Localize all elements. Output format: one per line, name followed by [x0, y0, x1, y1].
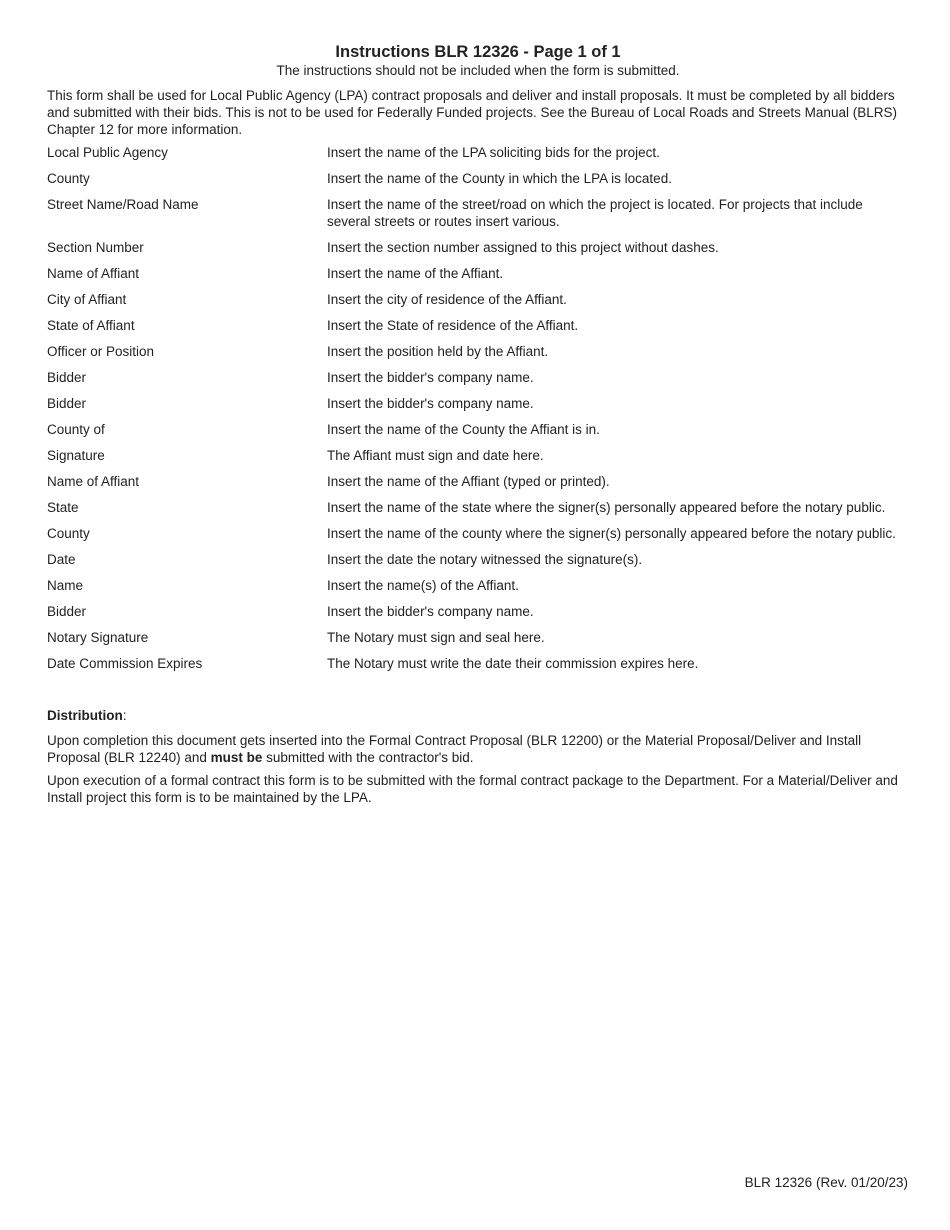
form-revision-footer: BLR 12326 (Rev. 01/20/23)	[744, 1175, 908, 1190]
field-description: Insert the city of residence of the Affiant.	[327, 292, 567, 307]
field-label: State	[47, 500, 79, 515]
field-label: Section Number	[47, 240, 144, 255]
field-instructions-list	[47, 144, 909, 672]
field-label: Name of Affiant	[47, 266, 140, 281]
instructions-page	[47, 42, 909, 812]
field-description: Insert the name of the county where the signer(s) personally appeared before the notary public.	[327, 526, 896, 541]
distribution-paragraph-1	[47, 732, 909, 766]
field-label: Bidder	[47, 370, 87, 385]
field-label: County	[47, 171, 90, 186]
field-description: Insert the bidder's company name.	[327, 370, 534, 385]
field-description: Insert the name of the Affiant.	[327, 266, 504, 281]
field-description: Insert the bidder's company name.	[327, 604, 534, 619]
field-row	[47, 343, 909, 360]
field-label: County of	[47, 422, 105, 437]
field-row	[47, 473, 909, 490]
intro-paragraph: This form shall be used for Local Public Agency (LPA) contract proposals and deliver and install proposals. It must be completed by all bidders and submitted with their bids. This is not to be used for Federally Funded projects. See the Bureau of Local Roads and Streets Manual (BLRS) Chapter 12 for more information.	[47, 88, 897, 137]
field-description: Insert the name of the street/road on which the project is located. For projects that include several streets or routes insert various.	[327, 197, 863, 229]
field-row	[47, 655, 909, 672]
field-row	[47, 144, 909, 161]
field-label: Date	[47, 552, 76, 567]
field-label: Name	[47, 578, 84, 593]
field-row	[47, 551, 909, 568]
field-description: Insert the name of the Affiant (typed or printed).	[327, 474, 610, 489]
field-row	[47, 265, 909, 282]
field-description: Insert the position held by the Affiant.	[327, 344, 549, 359]
field-row	[47, 239, 909, 256]
page-title: Instructions BLR 12326 - Page 1 of 1	[335, 43, 621, 61]
field-label: City of Affiant	[47, 292, 127, 307]
field-label: Name of Affiant	[47, 474, 140, 489]
distribution-heading	[47, 707, 909, 724]
field-row	[47, 395, 909, 412]
field-description: Insert the name of the County in which the LPA is located.	[327, 171, 672, 186]
field-row	[47, 629, 909, 646]
distribution-heading-colon: :	[122, 708, 127, 723]
field-row	[47, 525, 909, 542]
field-row	[47, 170, 909, 187]
field-row	[47, 369, 909, 386]
field-row	[47, 317, 909, 334]
field-row	[47, 291, 909, 308]
field-label: Officer or Position	[47, 344, 155, 359]
field-row	[47, 196, 909, 230]
distribution-emphasis: must be	[210, 750, 263, 765]
field-description: Insert the date the notary witnessed the signature(s).	[327, 552, 643, 567]
field-description: Insert the name of the state where the signer(s) personally appeared before the notary public.	[327, 500, 886, 515]
field-label: Date Commission Expires	[47, 656, 203, 671]
field-row	[47, 421, 909, 438]
distribution-heading-label: Distribution	[47, 708, 123, 723]
field-row	[47, 447, 909, 464]
field-label: Notary Signature	[47, 630, 149, 645]
field-label: Signature	[47, 448, 105, 463]
field-description: Insert the State of residence of the Affiant.	[327, 318, 579, 333]
field-description: The Notary must write the date their commission expires here.	[327, 656, 699, 671]
field-label: State of Affiant	[47, 318, 135, 333]
field-description: Insert the section number assigned to this project without dashes.	[327, 240, 719, 255]
field-row	[47, 577, 909, 594]
distribution-text-after: submitted with the contractor's bid.	[262, 750, 474, 765]
field-label: Bidder	[47, 604, 87, 619]
page-subtitle: The instructions should not be included when the form is submitted.	[276, 63, 680, 78]
field-description: Insert the name of the County the Affiant is in.	[327, 422, 600, 437]
field-description: Insert the name(s) of the Affiant.	[327, 578, 519, 593]
field-description: The Affiant must sign and date here.	[327, 448, 544, 463]
distribution-text-before: Upon completion this document gets inserted into the Formal Contract Proposal (BLR 12200) or the Material Proposal/Deliver and Install Proposal (BLR 12240) and	[47, 733, 862, 765]
field-label: County	[47, 526, 90, 541]
distribution-paragraph-2: Upon execution of a formal contract this form is to be submitted with the formal contract package to the Department. For a Material/Deliver and Install project this form is to be maintained by the LPA.	[47, 773, 898, 805]
field-label: Bidder	[47, 396, 87, 411]
field-row	[47, 499, 909, 516]
field-label: Local Public Agency	[47, 145, 168, 160]
field-description: Insert the name of the LPA soliciting bids for the project.	[327, 145, 660, 160]
field-description: The Notary must sign and seal here.	[327, 630, 545, 645]
field-label: Street Name/Road Name	[47, 197, 199, 212]
field-description: Insert the bidder's company name.	[327, 396, 534, 411]
field-row	[47, 603, 909, 620]
